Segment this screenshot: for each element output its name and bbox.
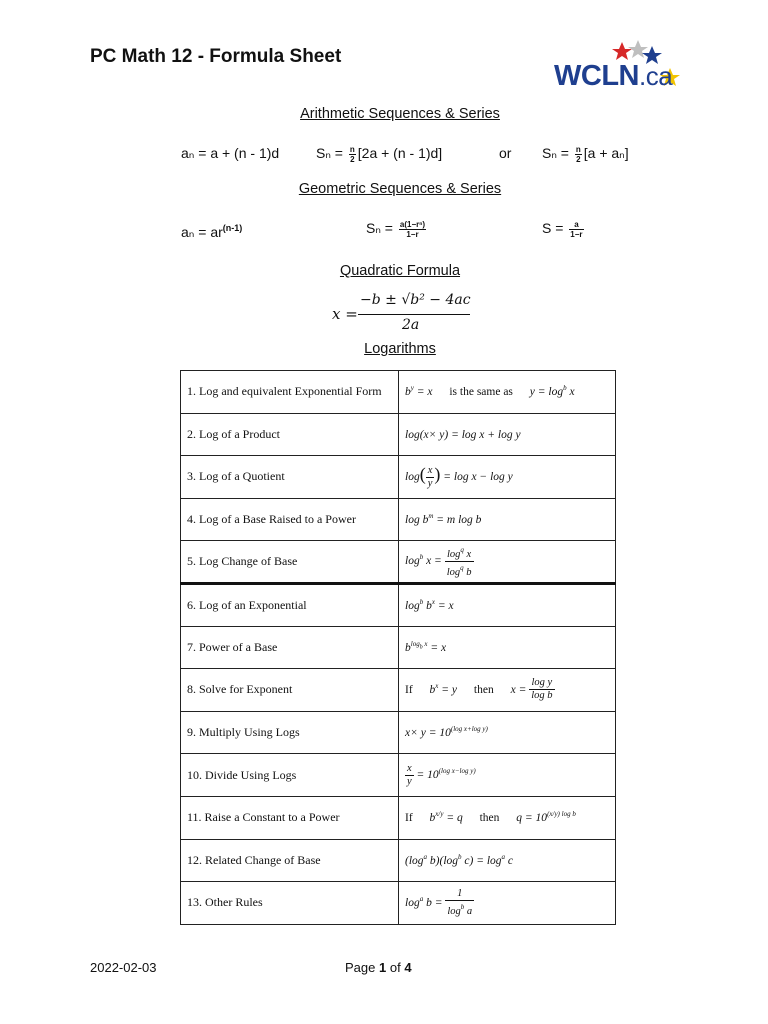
table-row: [181, 796, 616, 839]
rule-name: 7. Power of a Base: [181, 626, 399, 669]
rule-name: 12. Related Change of Base: [181, 839, 399, 882]
table-row: [181, 371, 616, 414]
rule-name: 13. Other Rules: [181, 882, 399, 925]
table-row: [181, 498, 616, 541]
rule-name: 2. Log of a Product: [181, 413, 399, 456]
table-row: [181, 583, 616, 626]
rule-name: 9. Multiply Using Logs: [181, 711, 399, 754]
rule-name: 3. Log of a Quotient: [181, 456, 399, 499]
quadratic-heading: Quadratic Formula: [339, 263, 461, 279]
table-row: [181, 413, 616, 456]
logarithm-rules-table: [180, 370, 616, 925]
arithmetic-sum-formula-1: Sₙ = $\frac{n}{2}$ [2a + (n - 1)d]: [316, 145, 443, 164]
table-row: [181, 882, 616, 925]
page-title: PC Math 12 - Formula Sheet: [90, 46, 342, 67]
rule-formula: $b^y = x$ is the same as $y = \log_b x$: [399, 371, 616, 414]
geometric-heading: Geometric Sequences & Series: [298, 181, 502, 197]
table-row: [181, 754, 616, 797]
geometric-nth-term: $a_n = ar^{(n-1)}$: [181, 223, 243, 240]
wcln-logo: [552, 38, 682, 98]
rule-name: 8. Solve for Exponent: [181, 669, 399, 712]
table-row: [181, 456, 616, 499]
geometric-sum-formula: Sₙ = $\frac{\text{a(1−rⁿ)}}{1-r}$: [366, 220, 426, 239]
page-indicator: Page 1 of 4: [345, 960, 412, 975]
arithmetic-nth-term: aₙ = a + (n - 1)d: [181, 145, 280, 161]
rule-formula: ($\log_a$ $b)(\log_b$ $c) = \log_a c$: [399, 839, 616, 882]
footer-date: 2022-02-03: [90, 960, 157, 975]
rule-name: 10. Divide Using Logs: [181, 754, 399, 797]
geometric-infinite-sum: S = $\frac{a}{1-r}$: [542, 220, 583, 239]
rule-name: 5. Log Change of Base: [181, 541, 399, 584]
arithmetic-heading: Arithmetic Sequences & Series: [300, 106, 500, 122]
rule-formula: $\frac{x}{y}$ = $10^{(log x-log y)}$: [399, 754, 616, 797]
rule-formula: $\log_a b$ = $\frac{1}{\log_b a}$: [399, 882, 616, 925]
rule-formula: $b^{log_b x} = x$: [399, 626, 616, 669]
or-label: or: [499, 145, 512, 161]
logo-text: WCLN.ca: [554, 60, 673, 92]
rule-formula: $\log_b b^x = x$: [399, 583, 616, 626]
rule-formula: log(x× y) = log x + log y: [399, 413, 616, 456]
rule-formula: If $b^x = y$ then x = $\frac{\text{log y}}{\text{log b}}$: [399, 669, 616, 712]
quadratic-formula: x = −b ± √b² − 4ac 2a: [332, 292, 471, 333]
table-row: [181, 626, 616, 669]
rule-formula: $x\times y = 10^{(log x+log y)}$: [399, 711, 616, 754]
rule-name: 4. Log of a Base Raised to a Power: [181, 498, 399, 541]
table-row: [181, 541, 616, 584]
rule-formula: $\log b^m = m$ log b: [399, 498, 616, 541]
table-row: [181, 711, 616, 754]
table-row: [181, 669, 616, 712]
rule-formula: If $b^{x/y} = q$ then $q = 10^{(x/y) log b}$: [399, 796, 616, 839]
table-row: [181, 839, 616, 882]
logarithms-heading: Logarithms: [364, 341, 436, 357]
rule-name: 6. Log of an Exponential: [181, 583, 399, 626]
rule-name: 11. Raise a Constant to a Power: [181, 796, 399, 839]
arithmetic-sum-formula-2: Sₙ = $\frac{n}{2}$ [a + aₙ]: [542, 145, 629, 164]
rule-name: 1. Log and equivalent Exponential Form: [181, 371, 399, 414]
rule-formula: log( $\frac{x}{y}$ ) = log x − log y: [399, 456, 616, 499]
rule-formula: $\log_b x$ = $\frac{\log_q x}{\log_q b}$: [399, 541, 616, 584]
